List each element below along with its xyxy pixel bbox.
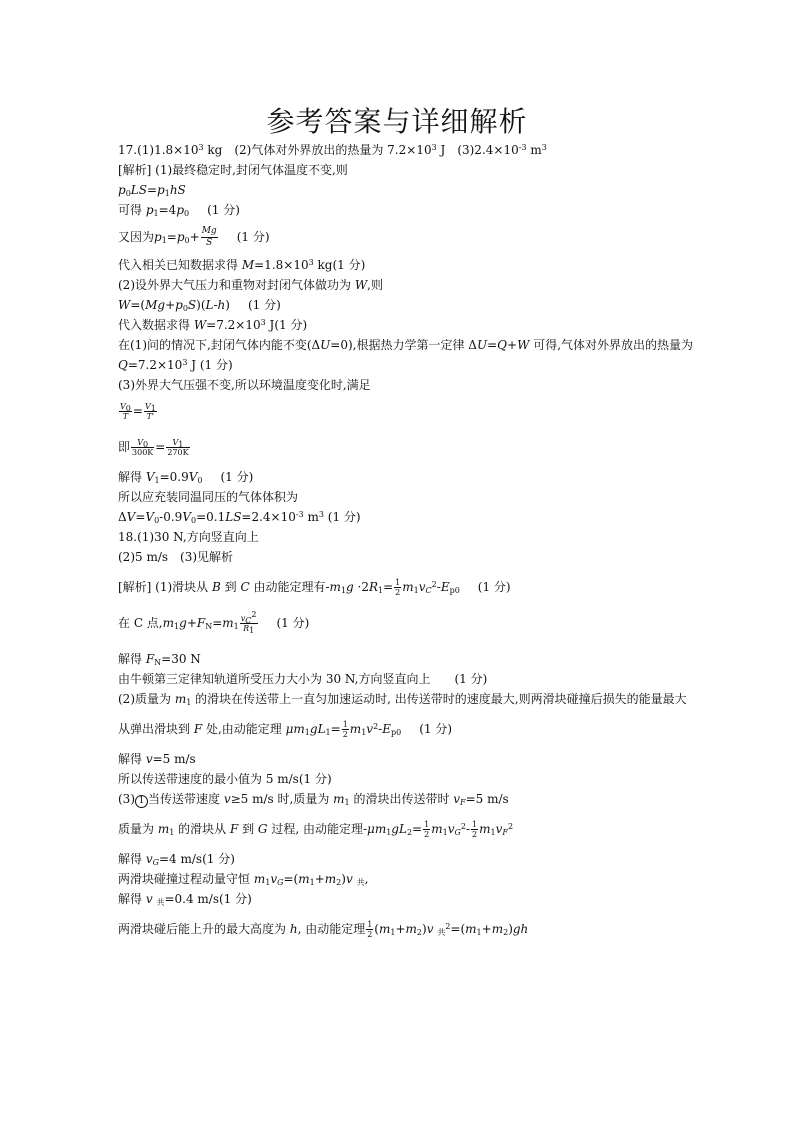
answer-18-part1: 18.(1)30 N,方向竖直向上 bbox=[118, 530, 259, 544]
equation-p1: 可得 $p_1=4p_0$ (1 分) bbox=[118, 203, 240, 218]
result-heat: $Q=7.2\times 10^3$ J (1 分) bbox=[118, 358, 233, 372]
result-mass: 代入相关已知数据求得 $M=1.8\times 10^3$ kg(1 分) bbox=[118, 258, 366, 272]
answer-17-summary: $17.(1)1.8\times 10^3$ kg (2)气体对外界放出的热量为 $7.2\times 10^3$ J $(3)2.4\times 10^{-3}$ $m^3$ bbox=[118, 143, 547, 157]
part-3-setup: (3)外界大气压强不变,所以环境温度变化时,满足 bbox=[118, 378, 371, 392]
equation-point-c: 在 C 点$,m_1g+F_N=m_1$ $\frac{v_C^2}{R_1}$ (1 分) bbox=[118, 610, 310, 635]
part-3-case-1: (3) 1 当传送带速度 v≥5 m/s 时,质量为 $m_1$ 的滑块出传送带时 $v_F=5$ m/s bbox=[118, 792, 509, 807]
circled-number: 1 bbox=[135, 795, 148, 808]
result-vg: 解得 $v_G=4$ m/s(1 分) bbox=[118, 852, 235, 867]
part-2-conveyor: (2)质量为 $m_1$ 的滑块在传送带上一直匀加速运动时, 出传送带时的速度最大,则两滑块碰撞后损失的能量最大 bbox=[118, 692, 687, 707]
newton-third-law: 由牛顿第三定律知轨道所受压力大小为 30 N,方向竖直向上 (1 分) bbox=[118, 672, 488, 686]
analysis-17-intro: [解析] (1)最终稳定时,封闭气体温度不变,则 bbox=[118, 163, 348, 177]
equation-work: $W=(Mg+p_0S)(L-h)$ (1 分) bbox=[118, 298, 281, 313]
first-law-statement: 在(1)问的情况下,封闭气体内能不变(ΔU=0),根据热力学第一定律 ΔU=Q+W 可得,气体对外界放出的热量为 bbox=[118, 338, 694, 352]
equation-volume-substituted: 即 $\frac{V_0}{300K}$ = $\frac{V_1}{270K}$ bbox=[118, 438, 189, 457]
part-2-setup: (2)设外界大气压力和重物对封闭气体做功为 W,则 bbox=[118, 278, 383, 292]
answer-18-part2: (2)5 m/s (3)见解析 bbox=[118, 550, 234, 564]
momentum-conservation: 两滑块碰撞过程动量守恒 $m_1v_G=(m_1+m_2)v$ $_共$, bbox=[118, 872, 369, 887]
equation-p1-expansion: 又因为$p_1=p_0+$ $\frac{Mg}{S}$ (1 分) bbox=[118, 226, 270, 248]
analysis-18-energy-bc: [解析] (1)滑块从 B 到 C 由动能定理有$-m_1g \cdot 2R_1=$ $\frac{1}{2}$ $m_1v_C^2-E_{p0}$ (1 分) bbox=[118, 578, 511, 597]
min-belt-speed: 所以传送带速度的最小值为 5 m/s(1 分) bbox=[118, 772, 332, 786]
equation-f-to-g: 质量为 $m_1$ 的滑块从 F 到 G 过程, 由动能定理$-\mu m_1gL_2=$ $\frac{1}{2}$ $m_1v_G^2-$ $\frac{1}{2}$ $m_1v_F^2$ bbox=[118, 820, 514, 839]
result-work: 代入数据求得 $W=7.2\times 10^3$ J(1 分) bbox=[118, 318, 308, 332]
equation-pressure-balance: $p_0LS=p_1hS$ bbox=[118, 183, 186, 198]
equation-energy-to-f: 从弹出滑块到 F 处,由动能定理 $\mu m_1gL_1=$ $\frac{1}{2}$ $m_1v^2-E_{p0}$ (1 分) bbox=[118, 720, 453, 739]
page-title: 参考答案与详细解析 bbox=[266, 105, 528, 138]
result-v1: 解得 $V_1=0.9V_0$ (1 分) bbox=[118, 470, 254, 485]
equation-max-height: 两滑块碰后能上升的最大高度为 h, 由动能定理 $\frac{1}{2}$ $(m_1+m_2)v$ $_共^2=(m_1+m_2)gh$ bbox=[118, 920, 529, 939]
solution-body bbox=[118, 140, 694, 939]
result-v-common: 解得 v $_共$=0.4 m/s(1 分) bbox=[118, 892, 252, 907]
result-normal-force: 解得 $F_N=30$ N bbox=[118, 652, 201, 667]
volume-needed-text: 所以应充装同温同压的气体体积为 bbox=[118, 490, 299, 504]
result-delta-v: $\Delta V=V_0-0.9V_0=0.1LS=2.4\times 10^{-3}$ $m^3$ (1 分) bbox=[118, 510, 361, 525]
equation-volume-temperature: $\frac{V_0}{T}$ = $\frac{V_1}{T'}$ bbox=[120, 402, 156, 421]
result-v: 解得 v=5 m/s bbox=[118, 752, 196, 766]
